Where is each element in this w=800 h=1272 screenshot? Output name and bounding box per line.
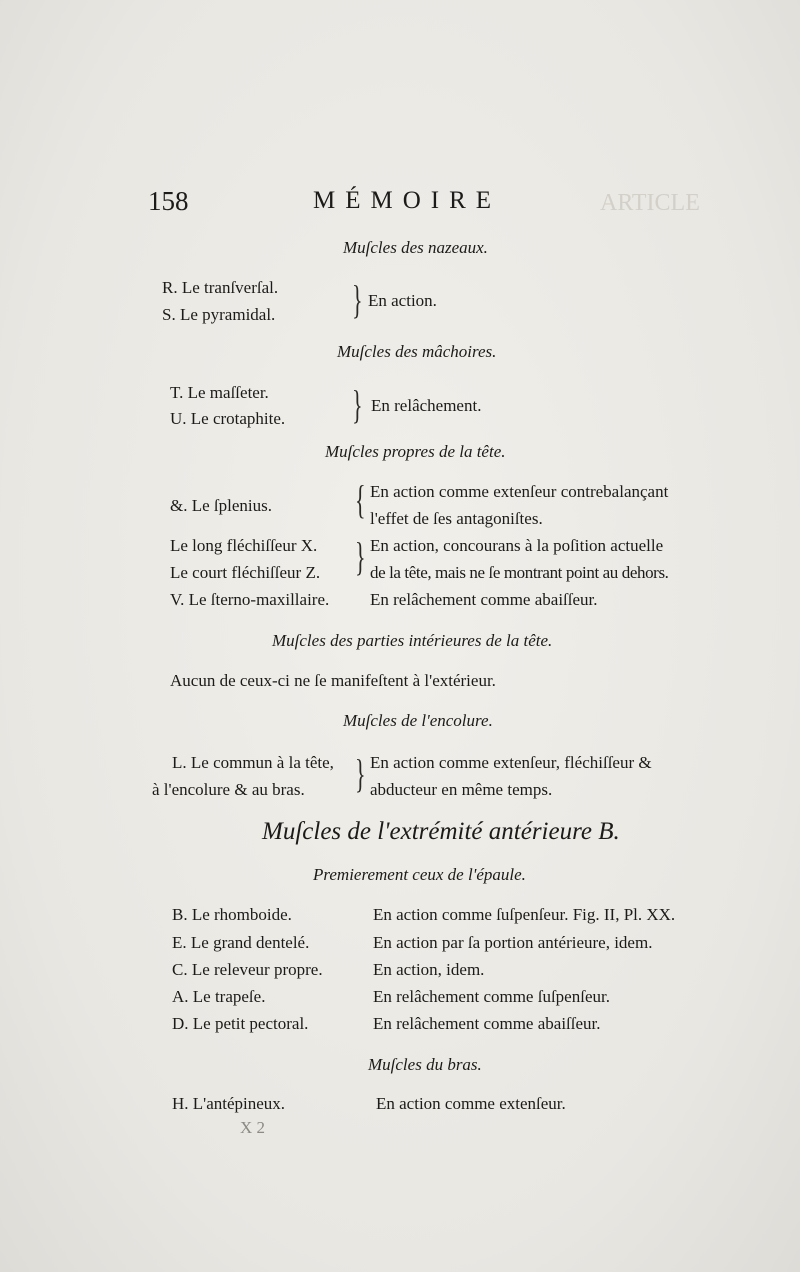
section-heading-nazeaux: Muſcles des nazeaux. xyxy=(343,238,488,257)
section-heading-interieures: Muſcles des parties intérieures de la tête. xyxy=(272,631,553,650)
muscle-name: C. Le releveur propre. xyxy=(172,960,323,979)
muscle-name: S. Le pyramidal. xyxy=(162,305,276,324)
muscle-name: Le court fléchiſſeur Z. xyxy=(170,563,321,582)
section-heading-extremite: Muſcles de l'extrémité antérieure B. xyxy=(262,818,620,845)
muscle-name: T. Le maſſeter. xyxy=(170,383,269,402)
muscle-name: A. Le trapeſe. xyxy=(172,987,266,1006)
muscle-state: abducteur en même temps. xyxy=(370,780,553,799)
muscle-state: de la tête, mais ne ſe montrant point au dehors. xyxy=(370,563,669,582)
muscle-state: l'effet de ſes antagoniſtes. xyxy=(370,509,543,528)
muscle-name: R. Le tranſverſal. xyxy=(162,278,279,297)
bleed-through-text: ARTICLE xyxy=(600,190,700,216)
brace-symbol: } xyxy=(352,277,363,322)
section-heading-tete: Muſcles propres de la tête. xyxy=(325,442,506,461)
muscle-name: D. Le petit pectoral. xyxy=(172,1014,309,1033)
muscle-state: En action, concourans à la poſition actuelle xyxy=(370,536,664,555)
muscle-state: En action comme extenſeur contrebalançant xyxy=(370,482,669,501)
muscle-name: Le long fléchiſſeur X. xyxy=(170,536,318,555)
muscle-state: En relâchement. xyxy=(371,396,482,415)
muscle-state: En relâchement comme ſuſpenſeur. xyxy=(373,987,610,1006)
muscle-name: à l'encolure & au bras. xyxy=(152,780,305,799)
brace-symbol: } xyxy=(355,534,366,579)
muscle-state: En relâchement comme abaiſſeur. xyxy=(373,1014,601,1033)
page-number: 158 xyxy=(148,186,189,216)
muscle-state: En action. xyxy=(368,291,437,310)
section-heading-bras: Muſcles du bras. xyxy=(368,1055,482,1074)
muscle-state: En action comme extenſeur. xyxy=(376,1094,566,1113)
muscle-name: E. Le grand dentelé. xyxy=(172,933,310,952)
muscle-name: U. Le crotaphite. xyxy=(170,409,286,428)
section-heading-encolure: Muſcles de l'encolure. xyxy=(343,711,493,730)
muscle-name: B. Le rhomboide. xyxy=(172,905,292,924)
muscle-name: V. Le ſterno-maxillaire. xyxy=(170,590,330,609)
muscle-state: En action comme extenſeur, fléchiſſeur & xyxy=(370,753,652,772)
brace-symbol: { xyxy=(355,477,366,522)
muscle-state: En action, idem. xyxy=(373,960,485,979)
signature-mark: X 2 xyxy=(240,1118,266,1137)
section-heading-machoires: Muſcles des mâchoires. xyxy=(337,342,497,361)
muscle-name: &. Le ſplenius. xyxy=(170,496,272,515)
brace-symbol: } xyxy=(352,382,363,427)
muscle-state: En relâchement comme abaiſſeur. xyxy=(370,590,598,609)
muscle-name: H. L'antépineux. xyxy=(172,1094,286,1113)
muscle-name: L. Le commun à la tête, xyxy=(172,753,334,772)
muscle-state: En action comme ſuſpenſeur. Fig. II, Pl. XX. xyxy=(373,905,676,924)
running-title: MÉMOIRE xyxy=(313,187,502,214)
subsection-heading-epaule: Premierement ceux de l'épaule. xyxy=(313,865,526,884)
brace-symbol: } xyxy=(355,751,366,796)
muscle-state: En action par ſa portion antérieure, idem. xyxy=(373,933,653,952)
body-line: Aucun de ceux-ci ne ſe manifeſtent à l'extérieur. xyxy=(170,671,496,690)
